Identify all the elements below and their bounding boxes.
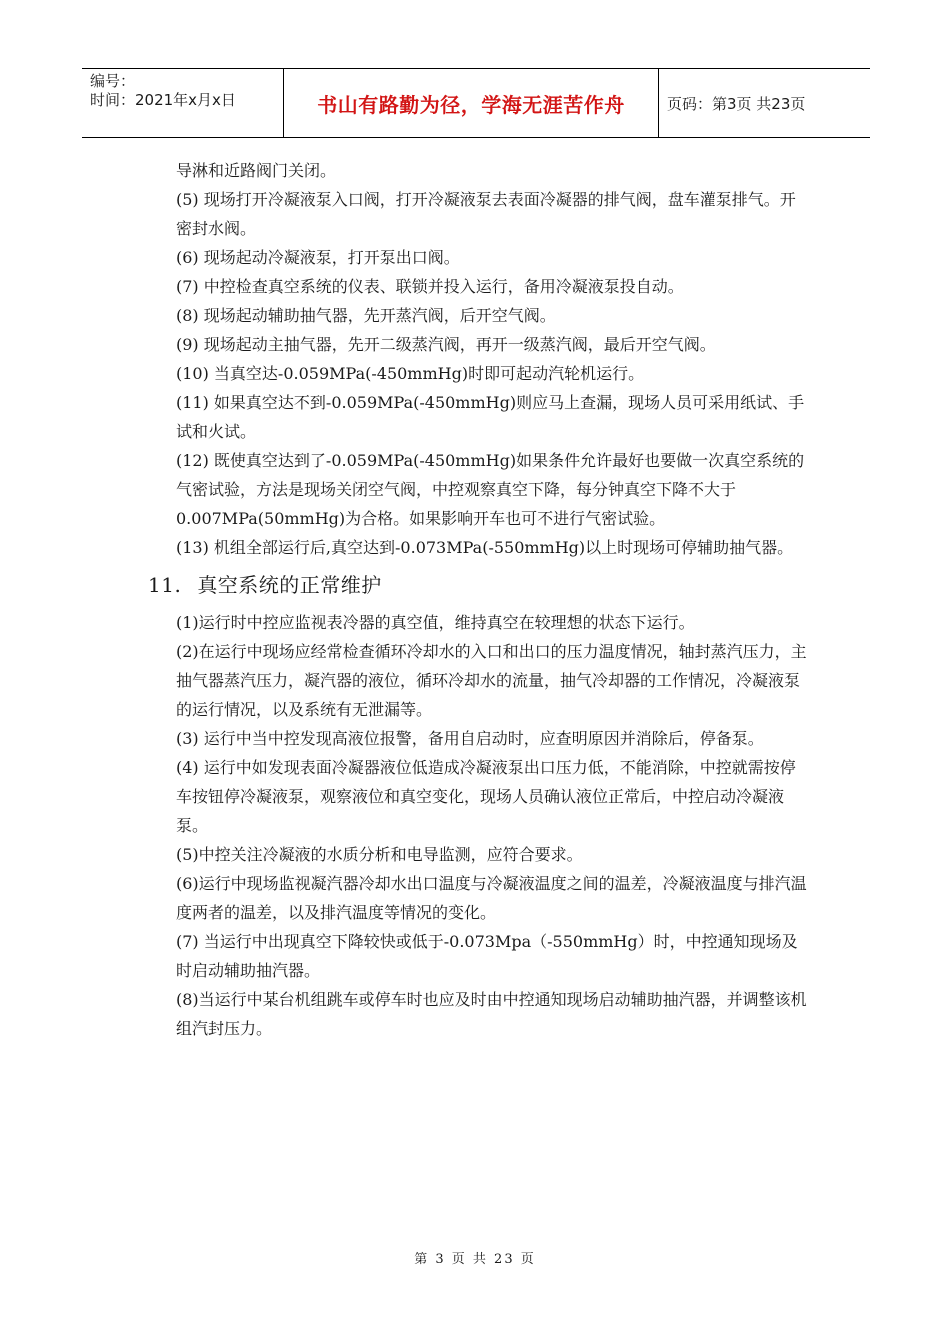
document-date: 时间：2021年x月x日 [90, 91, 236, 109]
document-body [148, 156, 810, 1043]
section-heading [148, 570, 810, 600]
paragraph: (2)在运行中现场应经常检查循环冷却水的入口和出口的压力温度情况，轴封蒸汽压力，主抽气器蒸汽压力，凝汽器的液位，循环冷却水的流量，抽气冷却器的工作情况，冷凝液泵的运行情况，以及系统有无泄漏等。 [176, 642, 807, 719]
paragraph: (5)中控关注冷凝液的水质分析和电导监测，应符合要求。 [176, 845, 583, 864]
paragraph: 导淋和近路阀门关闭。 [176, 161, 337, 180]
document-number-label: 编号： [90, 72, 136, 90]
header-left-cell [82, 69, 284, 137]
paragraph: (12) 既使真空达到了-0.059MPa(-450mmHg)如果条件允许最好也要做一次真空系统的气密试验，方法是现场关闭空气阀，中控观察真空下降，每分钟真空下降不大于0.007MPa(50mmHg)为合格。如果影响开车也可不进行气密试验。 [176, 451, 805, 528]
paragraph: (10) 当真空达-0.059MPa(-450mmHg)时即可起动汽轮机运行。 [176, 364, 645, 383]
paragraph: (7) 中控检查真空系统的仪表、联锁并投入运行，备用冷凝液泵投自动。 [176, 277, 684, 296]
header-motto-cell [284, 69, 659, 137]
paragraph: (1)运行时中控应监视表冷器的真空值，维持真空在较理想的状态下运行。 [176, 613, 695, 632]
page-header [82, 68, 870, 138]
header-page-cell [659, 69, 870, 137]
section-title: 真空系统的正常维护 [197, 573, 382, 597]
paragraph: (3) 运行中当中控发现高液位报警，备用自启动时，应查明原因并消除后，停备泵。 [176, 729, 764, 748]
section-number: 11. [148, 573, 182, 597]
paragraph: (6) 现场起动冷凝液泵，打开泵出口阀。 [176, 248, 460, 267]
paragraph: (9) 现场起动主抽气器，先开二级蒸汽阀，再开一级蒸汽阀，最后开空气阀。 [176, 335, 716, 354]
header-page-number: 页码：第3页 共23页 [667, 94, 806, 113]
paragraph: (5) 现场打开冷凝液泵入口阀，打开冷凝液泵去表面冷凝器的排气阀，盘车灌泵排气。开密封水阀。 [176, 190, 796, 238]
paragraph: (7) 当运行中出现真空下降较快或低于-0.073Mpa（-550mmHg）时，中控通知现场及时启动辅助抽汽器。 [176, 932, 798, 980]
paragraph: (13) 机组全部运行后,真空达到-0.073MPa(-550mmHg)以上时现场可停辅助抽气器。 [176, 538, 794, 557]
page-footer: 第 3 页 共 23 页 [414, 1252, 536, 1267]
header-motto: 书山有路勤为径，学海无涯苦作舟 [317, 92, 625, 117]
paragraph: (4) 运行中如发现表面冷凝器液位低造成冷凝液泵出口压力低，不能消除，中控就需按停车按钮停冷凝液泵，观察液位和真空变化，现场人员确认液位正常后，中控启动冷凝液泵。 [176, 758, 796, 835]
paragraph: (6)运行中现场监视凝汽器冷却水出口温度与冷凝液温度之间的温差，冷凝液温度与排汽温度两者的温差，以及排汽温度等情况的变化。 [176, 874, 807, 922]
paragraph: (8)当运行中某台机组跳车或停车时也应及时由中控通知现场启动辅助抽汽器，并调整该机组汽封压力。 [176, 990, 807, 1038]
paragraph: (8) 现场起动辅助抽气器，先开蒸汽阀，后开空气阀。 [176, 306, 556, 325]
paragraph: (11) 如果真空达不到-0.059MPa(-450mmHg)则应马上查漏，现场人员可采用纸试、手试和火试。 [176, 393, 805, 441]
